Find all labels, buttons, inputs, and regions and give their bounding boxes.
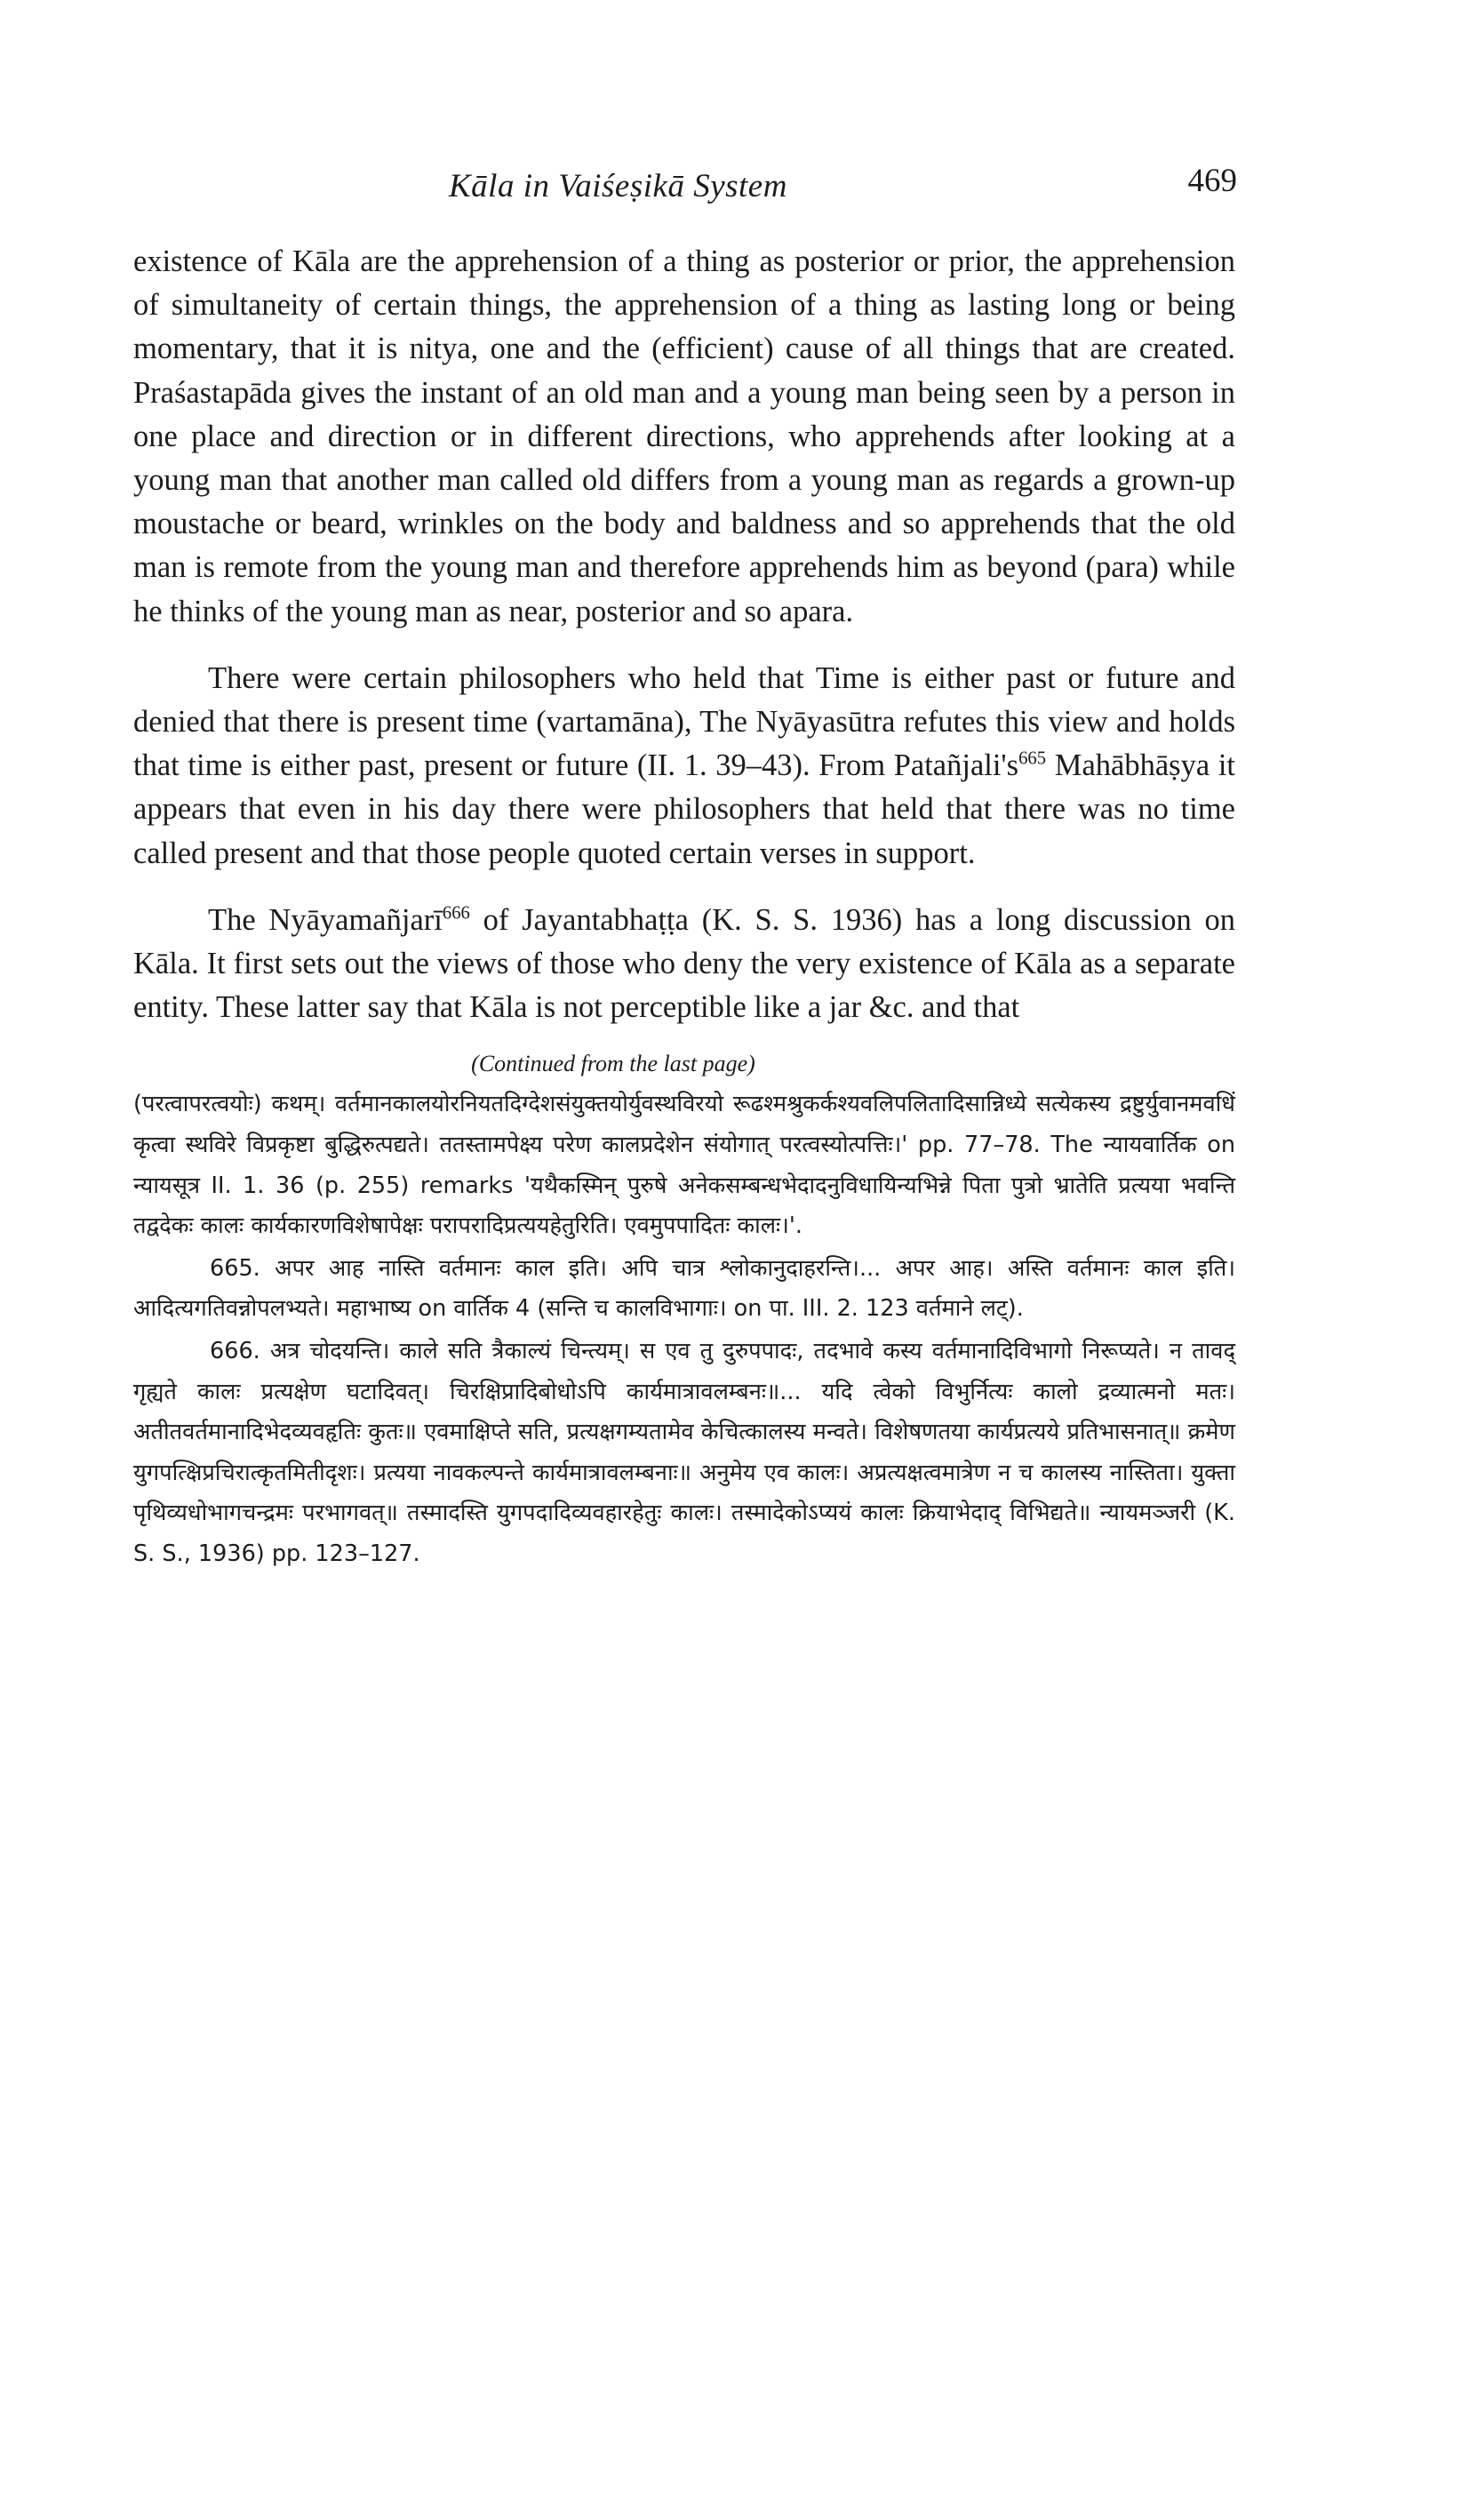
- continued-note: (Continued from the last page): [471, 1051, 755, 1077]
- footnote-666-text: 666. अत्र चोदयन्ति। काले सति त्रैकाल्यं चिन्त्यम्। स एव तु दुरुपपादः, तदभावे कस्य वर्तमानादिविभागो निरूप्यते। न तावद् गृह्यते कालः प्रत्यक्षेण घटादिवत्। चिरक्षिप्रादिबोधोऽपि कार्यमात्रावलम्बनः॥... यदि त्वेको विभुर्नित्यः कालो द्रव्यात्मनो मतः। अतीतवर्तमानादिभेदव्यवहृतिः कुतः॥ एवमाक्षिप्ते सति, प्रत्यक्षगम्यतामेव केचित्कालस्य मन्वते। विशेषणतया कार्यप्रत्यये प्रतिभासनात्॥ क्रमेण युगपत्क्षिप्रचिरात्कृतमितीदृशः। प्रत्यया नावकल्पन्ते कार्यमात्रावलम्बनाः॥ अनुमेय एव कालः। अप्रत्यक्षत्वमात्रेण न च कालस्य नास्तिता। युक्ता पृथिव्यधोभागचन्द्रमः परभागवत्॥ तस्मादस्ति युगपदादिव्यवहारहेतुः कालः। तस्मादेकोऽप्ययं कालः क्रियाभेदाद् विभिद्यते॥ न्यायमञ्जरी (K. S. S., 1936) pp. 123–127.: [133, 1338, 1235, 1567]
- paragraph-2-rest: Mahābhāṣya it appears that even in his day there were philosophers that held that there was no time called present and that those people quoted certain verses in support.: [133, 748, 1235, 870]
- running-title: Kāla in Vaiśeṣikā System: [449, 168, 787, 204]
- paragraph-1: existence of Kāla are the apprehension of a thing as posterior or prior, the apprehension of simultaneity of certain things, the apprehension of a thing as lasting long or being momentary, that it is nitya, one and the (efficient) cause of all things that are created. Praśastapāda gives the instant of an old man and a young man being seen by a person in one place and direction or in different directions, who apprehends after looking at a young man that another man called old differs from a young man as regards a grown-up moustache or beard, wrinkles on the body and baldness and so apprehends that the old man is remote from the young man and therefore apprehends him as beyond (para) while he thinks of the young man as near, posterior and so apara.: [133, 244, 1235, 628]
- footnote-ref-666: 666: [442, 903, 470, 924]
- page-number: 469: [1187, 163, 1237, 199]
- paragraph-3-start: The Nyāyamañjarī: [208, 902, 443, 937]
- paragraph-2-text: There were certain philosophers who held that Time is either past or future and denied that there is present time (vartamāna), The Nyāyasūtra refutes this view and holds that time is either past, present or future (II. 1. 39–43). From Patañjali's: [133, 660, 1235, 783]
- book-page: [133, 151, 1235, 1575]
- footnote-continued: (परत्वापरत्वयोः) कथम्। वर्तमानकालयोरनियतदिग्देशसंयुक्तयोर्युवस्थविरयो रूढश्मश्रुकर्कश्यवलिपलितादिसान्निध्ये सत्येकस्य द्रष्टुर्युवानमवधिं कृत्वा स्थविरे विप्रकृष्टा बुद्धिरुत्पद्यते। ततस्तामपेक्ष्य परेण कालप्रदेशेन संयोगात् परत्वस्योत्पत्तिः।' pp. 77–78. The न्यायवार्तिक on न्यायसूत्र II. 1. 36 (p. 255) remarks 'यथैकस्मिन् पुरुषे अनेकसम्बन्धभेदादनुविधायिन्यभिन्ने पिता पुत्रो भ्रातेति प्रत्यया भवन्ति तद्वदेकः कालः कार्यकारणविशेषापेक्षः परापरादिप्रत्ययहेतुरिति। एवमुपपादितः कालः।'.: [133, 1091, 1235, 1240]
- footnote-665: [133, 1249, 1235, 1330]
- paragraph-3: [133, 899, 1235, 1030]
- paragraph-2: [133, 657, 1235, 876]
- footnote-ref-665: 665: [1018, 748, 1047, 769]
- footnote-665-text: 665. अपर आह नास्ति वर्तमानः काल इति। अपि चात्र श्लोकानुदाहरन्ति।... अपर आह। अस्ति वर्तमानः काल इति। आदित्यगतिवन्नोपलभ्यते। महाभाष्य on वार्तिक 4 (सन्ति च कालविभागाः। on पा. III. 2. 123 वर्तमाने लट्).: [133, 1254, 1235, 1323]
- paragraph-3-rest: of Jayantabhaṭṭa (K. S. S. 1936) has a long discussion on Kāla. It first sets out the views of those who deny the very existence of Kāla as a separate entity. These latter say that Kāla is not perceptible like a jar &c. and that: [133, 902, 1236, 1025]
- footnote-666: [133, 1332, 1235, 1575]
- running-header: [133, 151, 1235, 213]
